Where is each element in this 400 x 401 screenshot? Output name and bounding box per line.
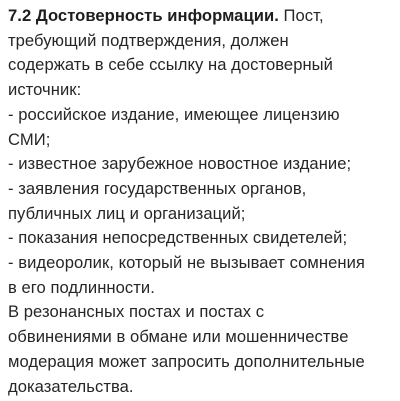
list-item-russian-outlet: - российское издание, имеющее лицензию: [8, 104, 340, 124]
list-item-government-statements-cont: публичных лиц и организаций;: [8, 203, 246, 223]
text-line-moderation: модерация может запросить дополнительные: [8, 351, 365, 371]
list-item-foreign-outlet: - известное зарубежное новостное издание;: [8, 154, 352, 174]
list-item-video-cont: в его подлинности.: [8, 277, 155, 297]
intro-text: Пост,: [278, 6, 324, 25]
text-line-3: содержать в себе ссылку на достоверный: [8, 55, 333, 75]
text-line-resonant-posts: В резонансных постах и постах с: [8, 302, 265, 322]
text-line-fraud-accusations: обвинениями в обмане или мошенничестве: [8, 327, 349, 347]
text-line-1: [8, 4, 396, 29]
list-item-video: - видеоролик, который не вызывает сомнения: [8, 253, 365, 273]
text-line-evidence: доказательства.: [8, 376, 134, 396]
rules-section: [8, 4, 396, 399]
list-item-russian-outlet-cont: СМИ;: [8, 129, 51, 149]
text-line-4: источник:: [8, 80, 82, 100]
list-item-witness-testimony: - показания непосредственных свидетелей;: [8, 228, 348, 248]
section-heading: 7.2 Достоверность информации.: [8, 6, 279, 25]
list-item-government-statements: - заявления государственных органов,: [8, 178, 307, 198]
text-line-2: требующий подтверждения, должен: [8, 30, 289, 50]
